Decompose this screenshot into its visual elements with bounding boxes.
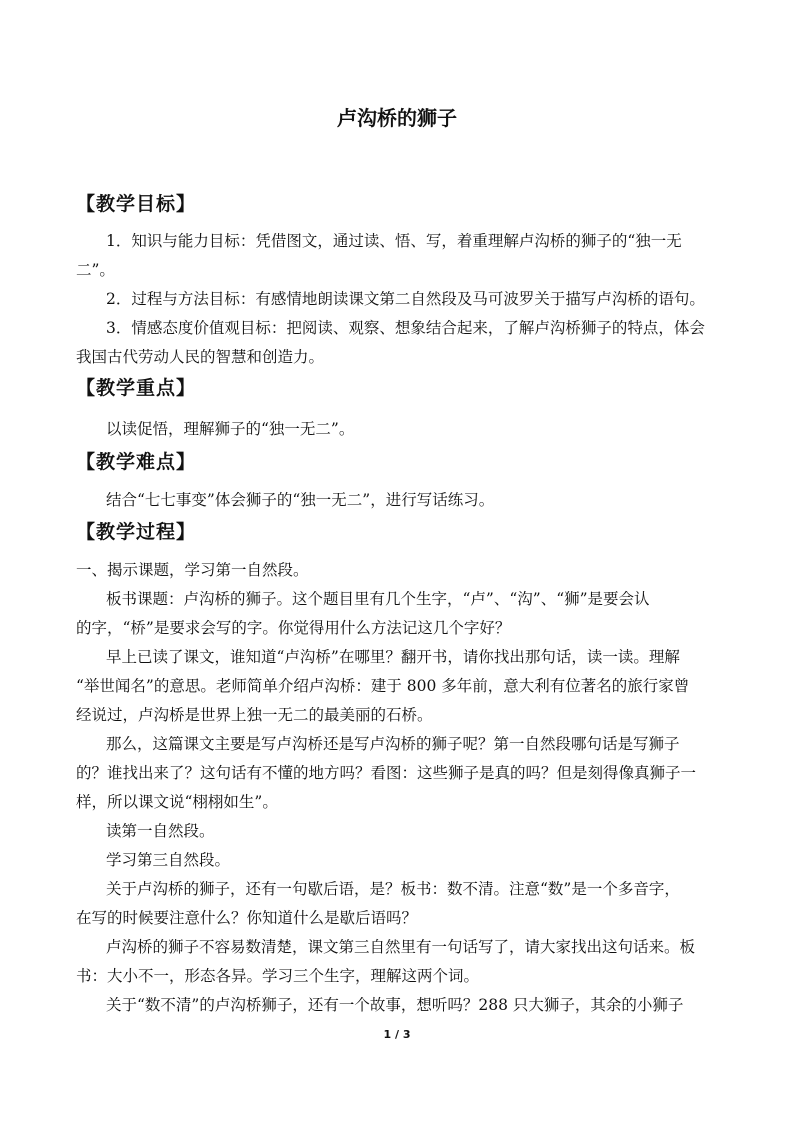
text-line: 那么，这篇课文主要是写卢沟桥还是写卢沟桥的狮子呢？第一自然段哪句话是写狮子 <box>106 735 680 753</box>
text-line: 我国古代劳动人民的智慧和创造力。 <box>76 348 325 366</box>
text-line: 二”。 <box>76 261 115 279</box>
text-line: 样，所以课文说“栩栩如生”。 <box>76 793 278 811</box>
text-line: 的字，“桥”是要求会写的字。你觉得用什么方法记这几个字好？ <box>76 619 511 637</box>
text-line: 卢沟桥的狮子不容易数清楚，课文第三自然里有一句话写了，请大家找出这句话来。板 <box>106 938 696 956</box>
teaching-goals-text <box>76 227 730 372</box>
text-line: 以读促悟，理解狮子的“独一无二”。 <box>106 420 355 438</box>
text-line: “举世闻名”的意思。老师简单介绍卢沟桥：建于 800 多年前，意大利有位著名的旅行家曾 <box>76 677 690 695</box>
text-line: 早上已读了课文，谁知道“卢沟桥”在哪里？翻开书，请你找出那句话，读一读。理解 <box>106 648 680 666</box>
heading-teaching-difficulty: 【教学难点】 <box>76 451 197 473</box>
text-line: 学习第三自然段。 <box>106 851 231 869</box>
text-line: 的？谁找出来了？这句话有不懂的地方吗？看图：这些狮子是真的吗？但是刻得像真狮子一 <box>76 764 697 782</box>
text-line: 3．情感态度价值观目标：把阅读、观察、想象结合起来，了解卢沟桥狮子的特点，体会 <box>106 319 705 337</box>
document-title: 卢沟桥的狮子 <box>337 106 457 130</box>
text-line: 关于卢沟桥的狮子，还有一句歇后语，是？板书：数不清。注意“数”是一个多音字， <box>106 880 680 898</box>
heading-teaching-process: 【教学过程】 <box>76 521 197 543</box>
page-number: 1 / 3 <box>383 1028 411 1041</box>
text-line: 2．过程与方法目标：有感情地朗读课文第二自然段及马可波罗关于描写卢沟桥的语句。 <box>106 290 705 308</box>
text-line: 关于“数不清”的卢沟桥狮子，还有一个故事，想听吗？288 只大狮子，其余的小狮子 <box>106 996 684 1014</box>
text-line: 结合“七七事变”体会狮子的“独一无二”，进行写话练习。 <box>106 491 495 509</box>
teaching-process-text <box>76 556 730 1020</box>
text-line: 在写的时候要注意什么？你知道什么是歇后语吗？ <box>76 909 418 927</box>
text-line: 读第一自然段。 <box>106 822 215 840</box>
text-line: 1．知识与能力目标：凭借图文，通过读、悟、写，着重理解卢沟桥的狮子的“独一无 <box>106 232 682 250</box>
text-line: 一、揭示课题，学习第一自然段。 <box>76 561 309 579</box>
heading-teaching-goals: 【教学目标】 <box>76 193 197 215</box>
text-line: 经说过，卢沟桥是世界上独一无二的最美丽的石桥。 <box>76 706 433 724</box>
text-line: 书：大小不一，形态各异。学习三个生字，理解这两个词。 <box>76 967 480 985</box>
text-line: 板书课题：卢沟桥的狮子。这个题目里有几个生字，“卢”、“沟”、“狮”是要会认 <box>106 590 650 608</box>
teaching-key-text <box>90 415 730 444</box>
teaching-difficulty-text <box>90 486 730 515</box>
heading-teaching-key: 【教学重点】 <box>76 377 197 399</box>
